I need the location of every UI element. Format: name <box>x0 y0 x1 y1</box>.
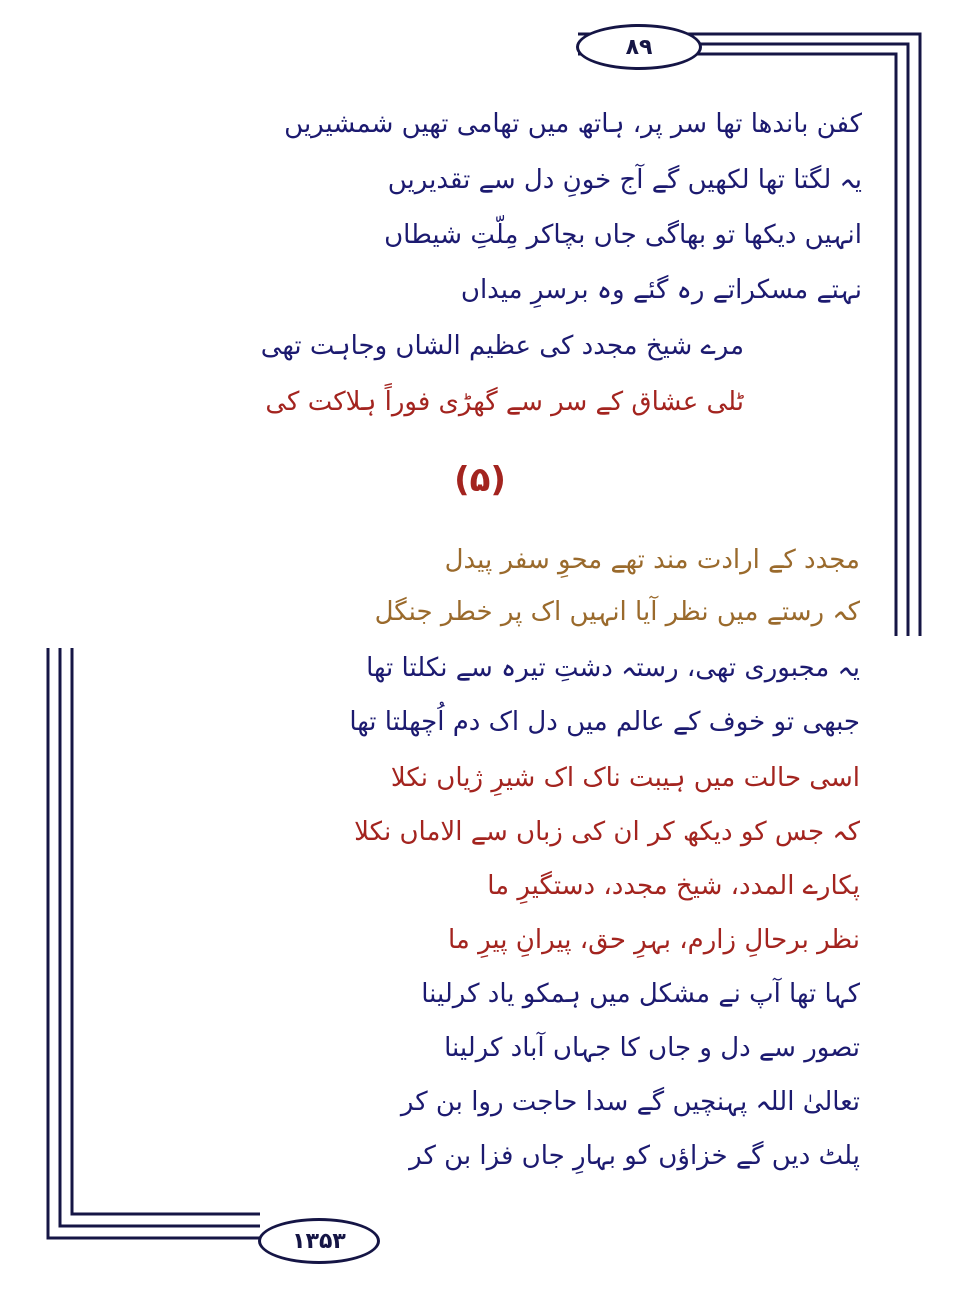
verse-line: انہیں دیکھا تو بھاگی جاں بچاکر مِلّتِ شیطاں <box>384 220 862 250</box>
verse-line: مجدد کے ارادت مند تھے محوِ سفر پیدل <box>444 545 860 575</box>
verse-line: نظر برحالِ زارم، بہرِ حق، پیرانِ پیرِ ما <box>447 925 860 955</box>
verse-line: کہ رستے میں نظر آیا انہیں اک پر خطر جنگل <box>374 597 860 627</box>
verse-line: کفن باندھا تھا سر پر، ہاتھ میں تھامی تھیں شمشیریں <box>284 109 862 139</box>
verse-line: اسی حالت میں ہیبت ناک اک شیرِ ژیاں نکلا <box>390 763 860 793</box>
verse-line: ٹلی عشاق کے سر سے گھڑی فوراً ہلاکت کی <box>265 387 744 417</box>
verse-line: مرے شیخ مجدد کی عظیم الشاں وجاہت تھی <box>260 331 744 361</box>
verse-line: نہتے مسکراتے رہ گئے وہ برسرِ میداں <box>460 275 862 305</box>
top-page-number: ۸۹ <box>576 24 702 70</box>
verse-line: پلٹ دیں گے خزاؤں کو بہارِ جاں فزا بن کر <box>409 1141 860 1171</box>
verse-line: کہ جس کو دیکھ کر ان کی زباں سے الاماں نکلا <box>354 817 860 847</box>
verse-line: تعالیٰ اللہ پہنچیں گے سدا حاجت روا بن کر <box>400 1087 860 1117</box>
verse-line: یہ مجبوری تھی، رستہ دشتِ تیرہ سے نکلتا تھا <box>366 653 860 683</box>
section-number: (۵) <box>454 460 506 500</box>
bottom-page-number: ۱۳۵۳ <box>258 1218 380 1264</box>
verse-line: جبھی تو خوف کے عالم میں دل اک دم اُچھلتا تھا <box>349 707 860 737</box>
verse-line: پکارے المدد، شیخ مجدد، دستگیرِ ما <box>487 871 860 901</box>
verse-line: کہا تھا آپ نے مشکل میں ہمکو یاد کرلینا <box>421 979 860 1009</box>
verse-line: یہ لگتا تھا لکھیں گے آج خونِ دل سے تقدیریں <box>387 165 862 195</box>
verse-line: تصور سے دل و جاں کا جہاں آباد کرلینا <box>444 1033 860 1063</box>
